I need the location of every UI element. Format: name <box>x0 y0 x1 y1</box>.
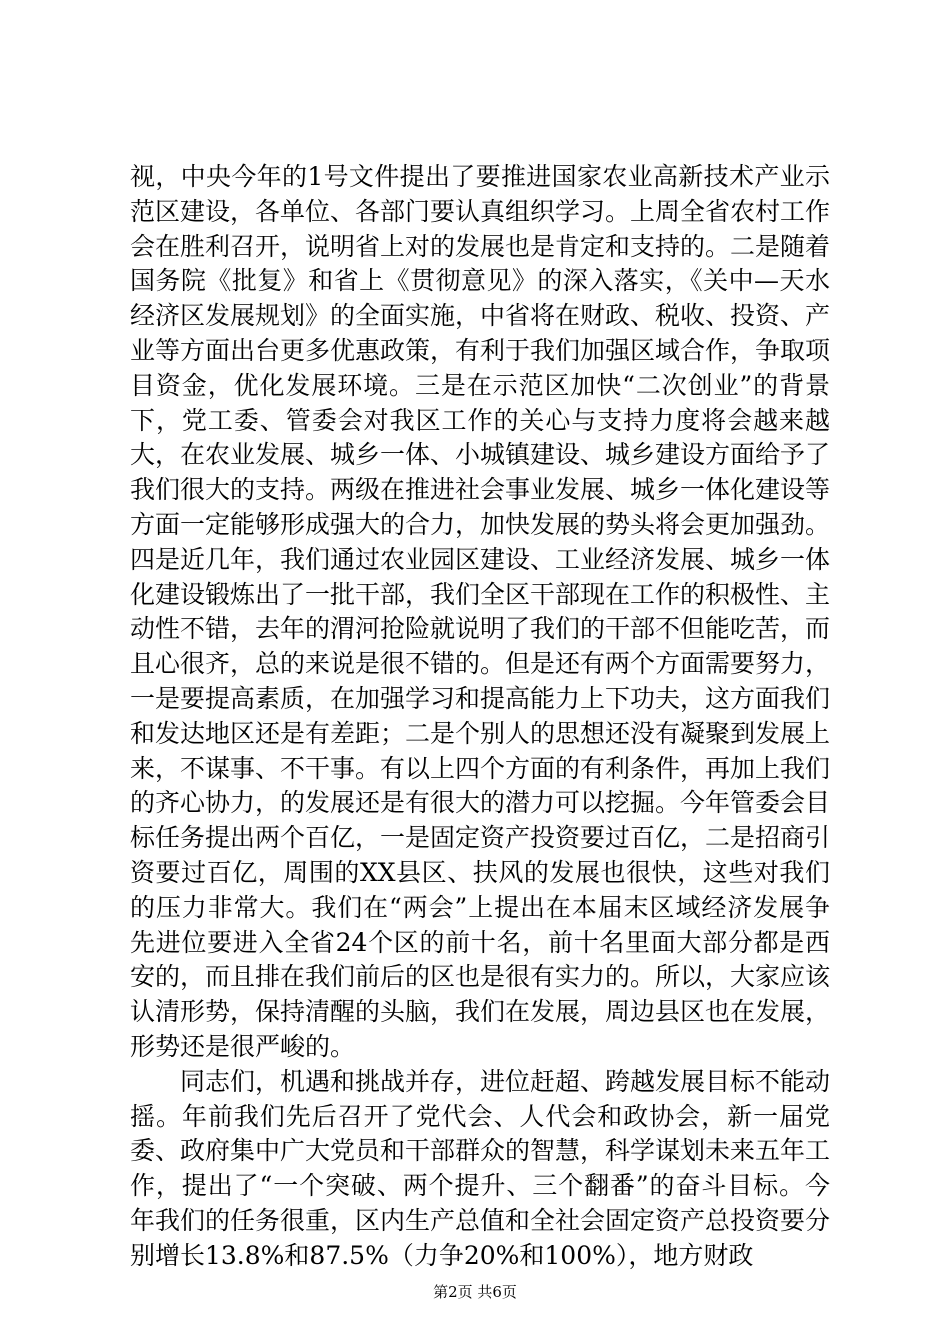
document-body <box>130 160 830 1274</box>
paragraph-2: 同志们，机遇和挑战并存，进位赶超、跨越发展目标不能动摇。年前我们先后召开了党代会、人代会和政协会，新一届党委、政府集中广大党员和干部群众的智慧，科学谋划未来五年工作，提出了“一个突破、两个提升、三个翻番”的奋斗目标。今年我们的任务很重，区内生产总值和全社会固定资产总投资要分别增长13.8%和87.5%（力争20%和100%），地方财政 <box>130 1066 831 1270</box>
paragraph-1: 视，中央今年的1号文件提出了要推进国家农业高新技术产业示范区建设，各单位、各部门要认真组织学习。上周全省农村工作会在胜利召开，说明省上对的发展也是肯定和支持的。二是随着国务院《批复》和省上《贯彻意见》的深入落实，《关中—天水经济区发展规划》的全面实施，中省将在财政、税收、投资、产业等方面出台更多优惠政策，有利于我们加强区域合作，争取项目资金，优化发展环境。三是在示范区加快“二次创业”的背景下，党工委、管委会对我区工作的关心与支持力度将会越来越大，在农业发展、城乡一体、小城镇建设、城乡建设方面给予了我们很大的支持。两级在推进社会事业发展、城乡一体化建设等方面一定能够形成强大的合力，加快发展的势头将会更加强劲。四是近几年，我们通过农业园区建设、工业经济发展、城乡一体化建设锻炼出了一批干部，我们全区干部现在工作的积极性、主动性不错，去年的渭河抢险就说明了我们的干部不但能吃苦，而且心很齐，总的来说是很不错的。但是还有两个方面需要努力，一是要提高素质，在加强学习和提高能力上下功夫，这方面我们和发达地区还是有差距；二是个别人的思想还没有凝聚到发展上来，不谋事、不干事。有以上四个方面的有利条件，再加上我们的齐心协力，的发展还是有很大的潜力可以挖掘。今年管委会目标任务提出两个百亿，一是固定资产投资要过百亿，二是招商引资要过百亿，周围的XX县区、扶风的发展也很快，这些对我们的压力非常大。我们在“两会”上提出在本届末区域经济发展争先进位要进入全省24个区的前十名，前十名里面大部分都是西安的，而且排在我们前后的区也是很有实力的。所以，大家应该认清形势，保持清醒的头脑，我们在发展，周边县区也在发展，形势还是很严峻的。 <box>130 162 831 1061</box>
page-footer: 第2页 共6页 <box>433 1283 517 1301</box>
